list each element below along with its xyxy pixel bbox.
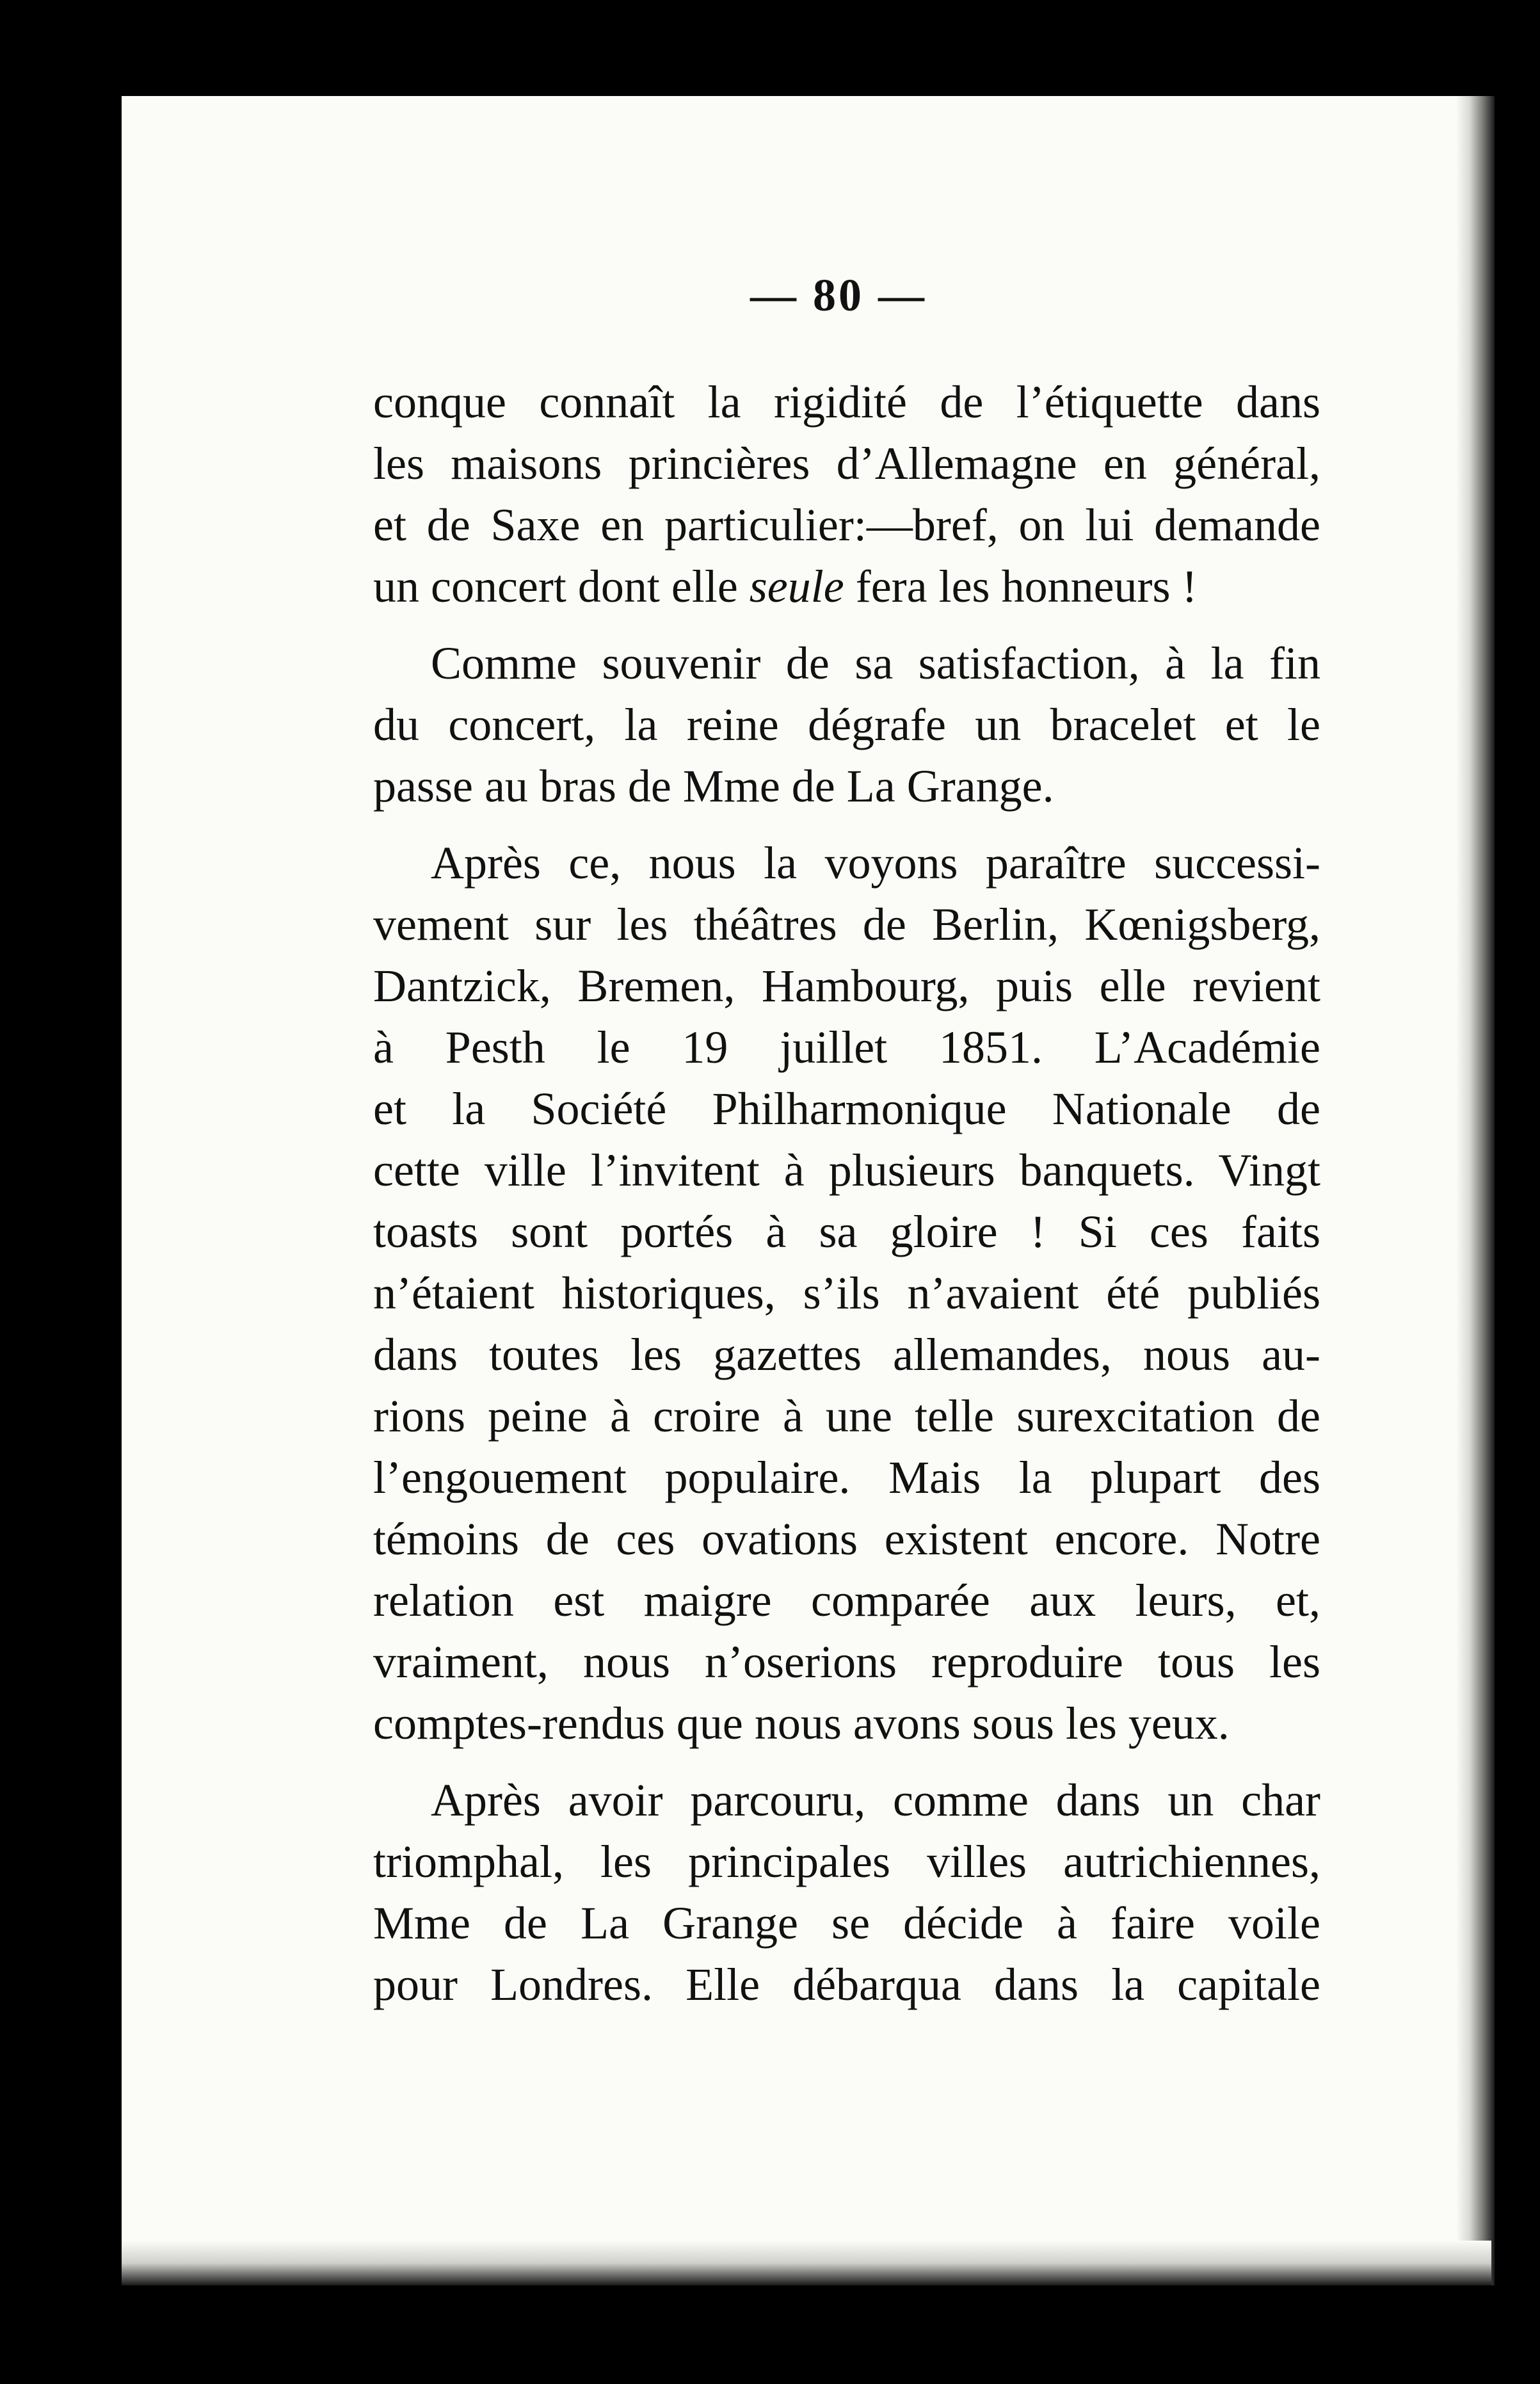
paragraph — [373, 832, 1320, 1754]
text-line: toasts sont portés à sa gloire ! Si ces faits — [373, 1206, 1320, 1257]
text-line: témoins de ces ovations existent encore. Notre — [373, 1513, 1320, 1565]
text-line: un concert dont elle seule fera les honneurs ! — [373, 561, 1198, 612]
text-line: et de Saxe en particulier:—bref, on lui demande — [373, 499, 1320, 551]
text-line: Mme de La Grange se décide à faire voile — [373, 1897, 1320, 1949]
text-line: n’étaient historiques, s’ils n’avaient été publiés — [373, 1268, 1320, 1319]
text-line: passe au bras de Mme de La Grange. — [373, 761, 1054, 812]
text-line: Après avoir parcouru, comme dans un char — [431, 1775, 1320, 1826]
text-line: comptes-rendus que nous avons sous les yeux. — [373, 1698, 1230, 1749]
paragraph — [373, 632, 1320, 817]
page-number: — 80 — — [750, 270, 927, 321]
text-line: les maisons princières d’Allemagne en général, — [373, 438, 1320, 489]
text-line: relation est maigre comparée aux leurs, et, — [373, 1575, 1320, 1626]
text-line: et la Société Philharmonique Nationale de — [373, 1083, 1320, 1134]
paragraph — [373, 371, 1320, 617]
paragraph — [373, 1769, 1320, 2015]
text-line: conque connaît la rigidité de l’étiquette dans — [373, 376, 1320, 428]
page-bottom-shadow — [122, 2241, 1491, 2285]
text-line: l’engouement populaire. Mais la plupart des — [373, 1452, 1320, 1503]
text-line: Dantzick, Bremen, Hambourg, puis elle revient — [373, 960, 1320, 1011]
text-line: du concert, la reine dégrafe un bracelet et le — [373, 699, 1320, 750]
text-line: Comme souvenir de sa satisfaction, à la fin — [431, 638, 1320, 689]
text-line: dans toutes les gazettes allemandes, nous au- — [373, 1329, 1320, 1380]
text-line: Après ce, nous la voyons paraître successi- — [431, 837, 1320, 889]
text-line: triomphal, les principales villes autrichiennes, — [373, 1836, 1320, 1887]
text-line: pour Londres. Elle débarqua dans la capitale — [373, 1959, 1320, 2010]
text-line: vraiment, nous n’oserions reproduire tous les — [373, 1636, 1320, 1687]
text-line: cette ville l’invitent à plusieurs banquets. Vingt — [373, 1145, 1320, 1196]
italic-word: seule — [749, 561, 844, 612]
page-edge-shadow — [1456, 96, 1495, 2285]
text-line: rions peine à croire à une telle surexcitation de — [373, 1390, 1320, 1442]
body-text — [373, 371, 1320, 2031]
text-line: vement sur les théâtres de Berlin, Kœnigsberg, — [373, 899, 1320, 950]
text-line: à Pesth le 19 juillet 1851. L’Académie — [373, 1022, 1320, 1073]
